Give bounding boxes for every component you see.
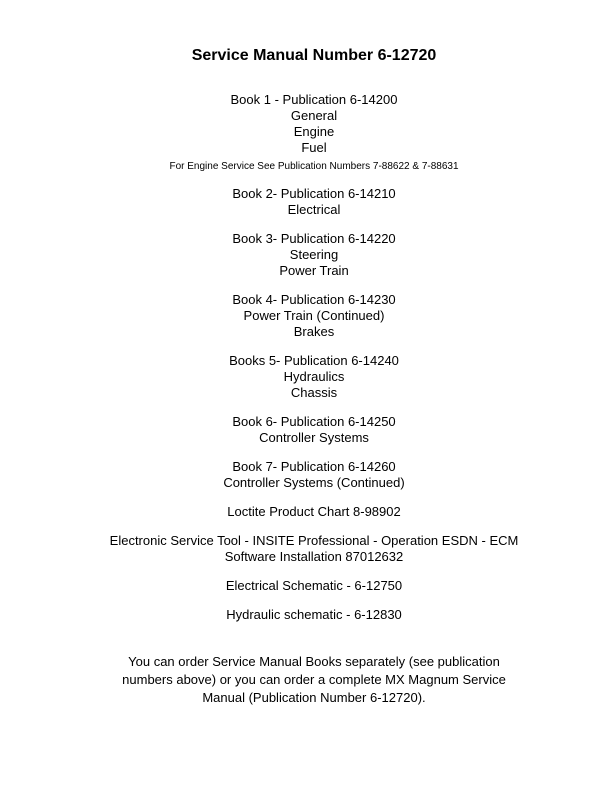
toc-line: Controller Systems (Continued) [223, 475, 405, 490]
toc-section-book3 [16, 231, 612, 279]
footer-line: numbers above) or you can order a complete MX Magnum Service [122, 672, 506, 687]
toc-section-book2 [16, 186, 612, 218]
toc-line: Book 4- Publication 6-14230 [232, 292, 396, 307]
toc-line: Electronic Service Tool - INSITE Professional - Operation ESDN - ECM [109, 533, 519, 548]
toc-line: Engine [293, 124, 335, 139]
toc-line: Book 6- Publication 6-14250 [232, 414, 396, 429]
toc-line: General [290, 108, 338, 123]
footer-paragraph [16, 653, 612, 707]
toc-line: Power Train [279, 263, 349, 278]
page-title: Service Manual Number 6-12720 [191, 47, 437, 64]
toc-section-hydraulic-schematic [16, 607, 612, 623]
toc-line: Book 2- Publication 6-14210 [232, 186, 396, 201]
toc-line: Electrical [287, 202, 341, 217]
engine-service-note: For Engine Service See Publication Numbers 7-88622 & 7-88631 [169, 161, 459, 172]
toc-line: Hydraulics [283, 369, 345, 384]
toc-line: Loctite Product Chart 8-98902 [227, 504, 401, 519]
toc-section-electrical-schematic [16, 578, 612, 594]
toc-section-book7 [16, 459, 612, 491]
toc-section-electronic-service-tool [16, 533, 612, 565]
toc-section-book1 [16, 92, 612, 173]
footer-line: Manual (Publication Number 6-12720). [202, 690, 426, 705]
toc-line: Book 1 - Publication 6-14200 [230, 92, 398, 107]
toc-line: Book 7- Publication 6-14260 [232, 459, 396, 474]
toc-section-book5 [16, 353, 612, 401]
toc-section-loctite [16, 504, 612, 520]
toc-line: Books 5- Publication 6-14240 [229, 353, 399, 368]
toc-line: Book 3- Publication 6-14220 [232, 231, 396, 246]
toc-line: Controller Systems [259, 430, 369, 445]
toc-line: Electrical Schematic - 6-12750 [225, 578, 403, 593]
toc-line: Hydraulic schematic - 6-12830 [226, 607, 402, 622]
toc-line: Brakes [293, 324, 335, 339]
toc-section-book6 [16, 414, 612, 446]
toc-line: Software Installation 87012632 [224, 549, 404, 564]
toc-section-book4 [16, 292, 612, 340]
toc-line: Fuel [301, 140, 327, 155]
footer-line: You can order Service Manual Books separately (see publication [128, 654, 500, 669]
toc-line: Chassis [290, 385, 338, 400]
toc-line: Power Train (Continued) [243, 308, 385, 323]
toc-line: Steering [289, 247, 339, 262]
